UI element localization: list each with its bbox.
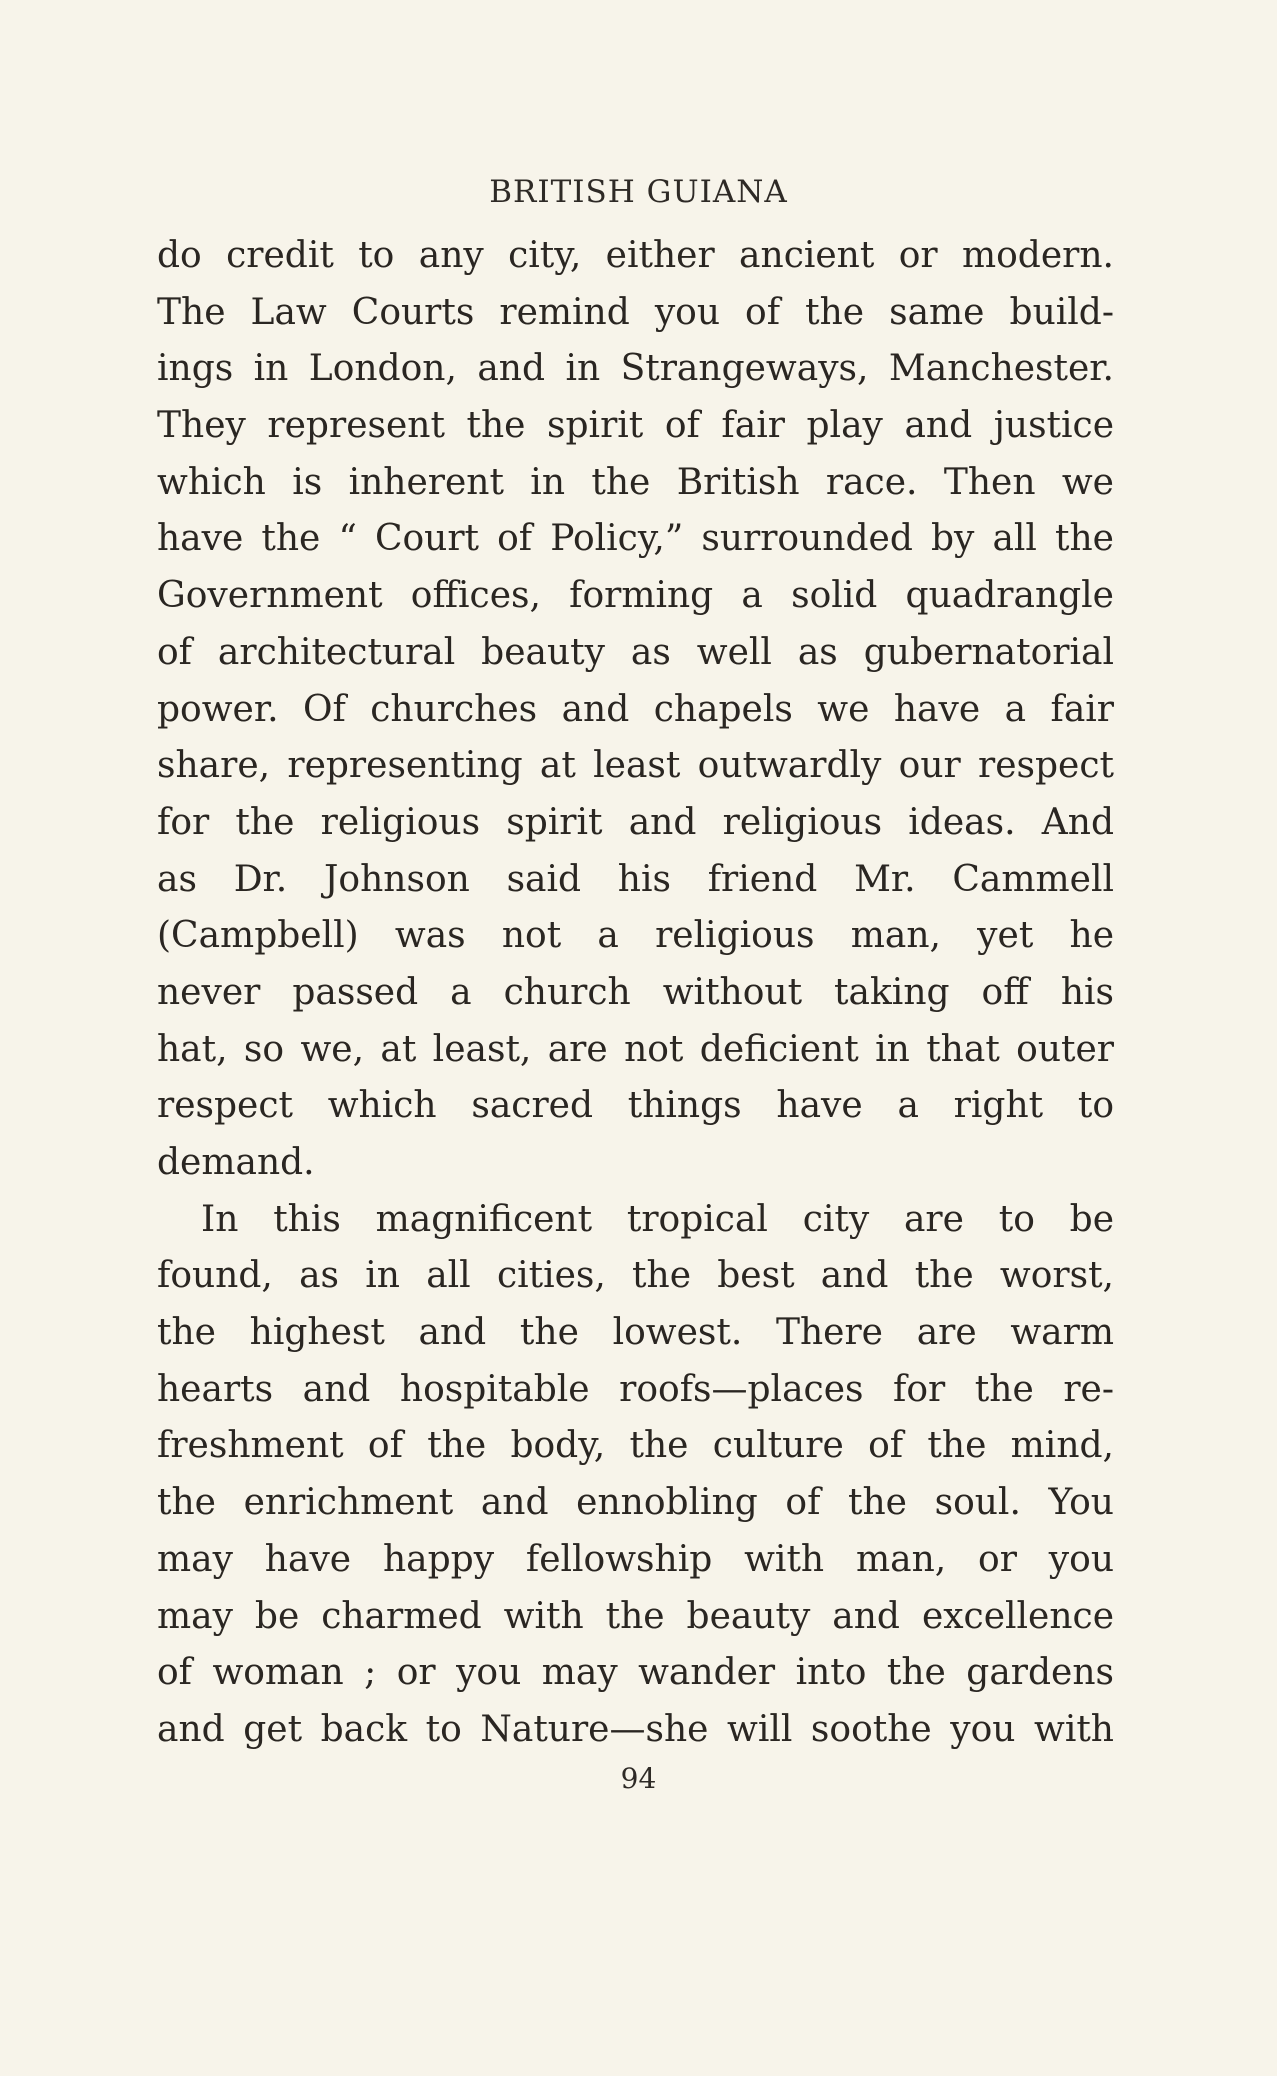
text-line: which is inherent in the British race. Then we bbox=[157, 461, 1114, 503]
text-line: The Law Courts remind you of the same build- bbox=[157, 291, 1114, 333]
text-line: share, representing at least outwardly our respect bbox=[157, 745, 1114, 787]
text-line: freshment of the body, the culture of the mind, bbox=[157, 1425, 1114, 1467]
text-line: never passed a church without taking off his bbox=[157, 971, 1114, 1013]
text-line: for the religious spirit and religious ideas. And bbox=[157, 801, 1114, 843]
text-line: power. Of churches and chapels we have a fair bbox=[157, 688, 1114, 730]
text-line: ings in London, and in Strangeways, Manchester. bbox=[157, 348, 1114, 390]
paragraph-start-line: In this magnificent tropical city are to be bbox=[201, 1198, 1114, 1240]
text-line: do credit to any city, either ancient or modern. bbox=[157, 235, 1114, 276]
text-line: (Campbell) was not a religious man, yet he bbox=[157, 915, 1114, 957]
text-line: They represent the spirit of fair play and justice bbox=[157, 405, 1114, 447]
text-line: hearts and hospitable roofs—places for the re- bbox=[157, 1368, 1114, 1410]
page-number: 94 bbox=[620, 1762, 657, 1795]
text-line: as Dr. Johnson said his friend Mr. Cammell bbox=[157, 858, 1114, 900]
text-line: found, as in all cities, the best and the worst, bbox=[157, 1255, 1114, 1297]
text-line: of architectural beauty as well as gubernatorial bbox=[157, 631, 1114, 673]
text-line: Government offices, forming a solid quadrangle bbox=[157, 575, 1114, 617]
text-line: hat, so we, at least, are not deficient in that outer bbox=[157, 1028, 1114, 1070]
text-line: may have happy fellowship with man, or you bbox=[157, 1538, 1114, 1580]
text-line: demand. bbox=[157, 1142, 315, 1183]
text-line: may be charmed with the beauty and excellence bbox=[157, 1595, 1114, 1637]
text-line: have the “ Court of Policy,” surrounded by all the bbox=[157, 518, 1114, 560]
text-line: the enrichment and ennobling of the soul. You bbox=[157, 1482, 1114, 1524]
text-line: and get back to Nature—she will soothe you with bbox=[157, 1708, 1114, 1750]
text-line: respect which sacred things have a right to bbox=[157, 1085, 1114, 1127]
body-text bbox=[157, 228, 1114, 1759]
text-line: the highest and the lowest. There are warm bbox=[157, 1312, 1114, 1354]
running-head: BRITISH GUIANA bbox=[489, 174, 788, 210]
text-line: of woman ; or you may wander into the gardens bbox=[157, 1652, 1114, 1694]
